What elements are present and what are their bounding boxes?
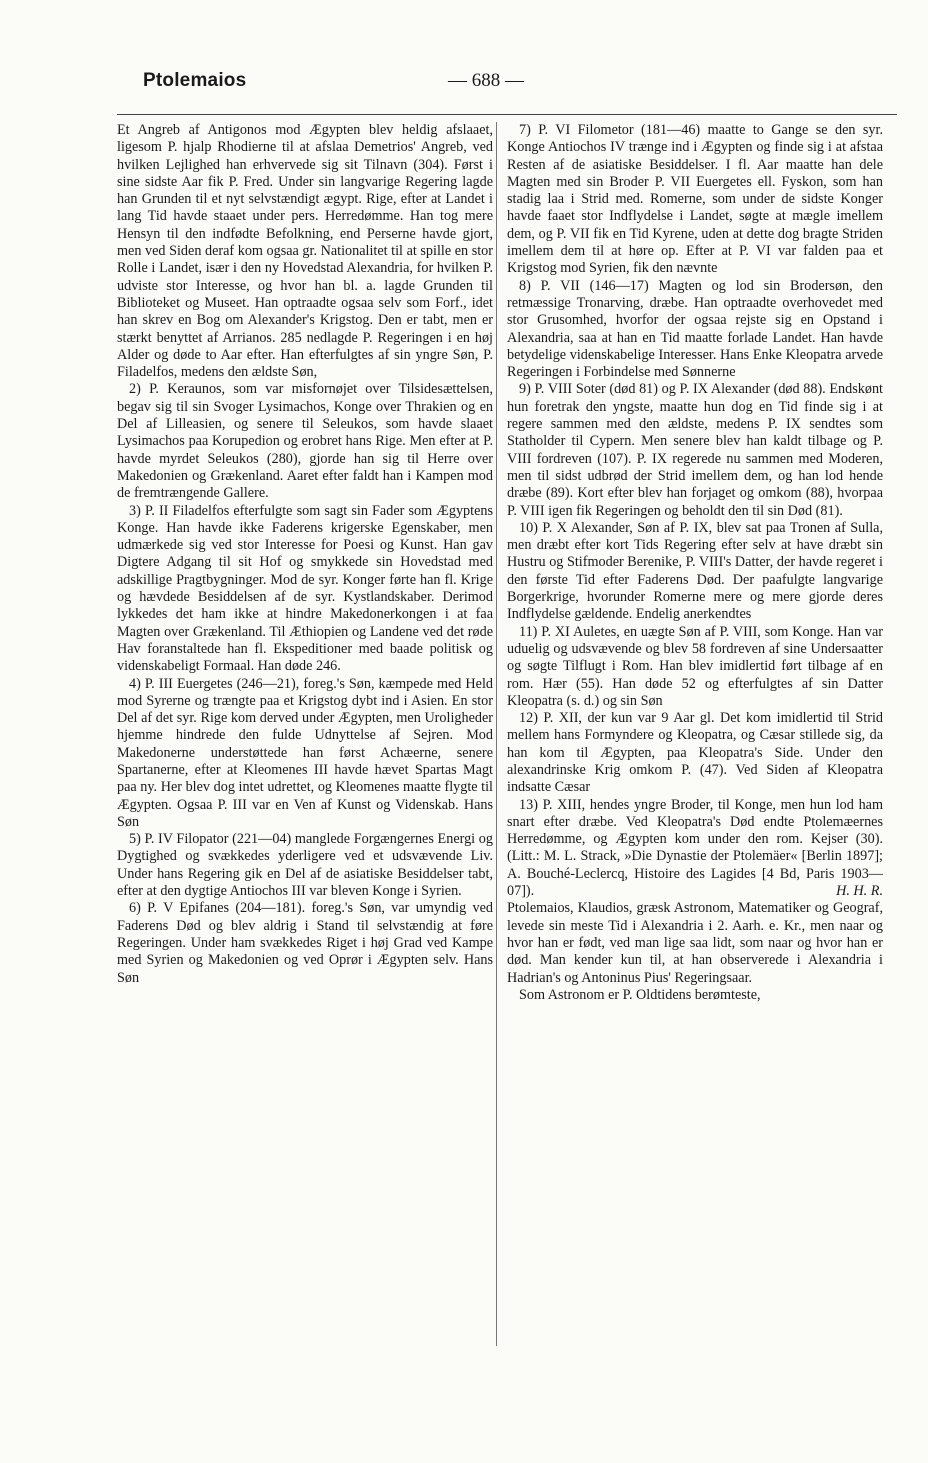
paragraph-klaudios: Ptolemaios, Klaudios, græsk Astronom, Matematiker og Geograf, levede sin meste Tid i Alexandria i 2. Aarh. e. Kr., men naar og hvor han er født, ved man lige saa lidt, som naar og hvor han er død. Man kender kun til, at han observerede i Alexandria i Hadrian's og Antoninus Pius' Regeringsaar. [507, 900, 883, 986]
header-rule [117, 114, 897, 115]
paragraph-soter-alexander: 9) P. VIII Soter (død 81) og P. IX Alexander (død 88). Endskønt hun foretrak den yngste, maatte hun dog en Tid finde sig i at regere sammen med den ældste, medens P. IX sendtes som Statholder til Cypern. Men senere blev han kaldt tilbage og P. VIII fordreven (107). P. IX regerede nu sammen med Moderen, men til sidst udbrød der Strid imellem dem, og han lod hende dræbe (89). Kort efter blev han forjaget og omkom (88), hvorpaa P. VIII igen fik Regeringen og beholdt den til sin Død (81). [507, 381, 883, 519]
paragraph-intro: Et Angreb af Antigonos mod Ægypten blev heldig afslaaet, ligesom P. hjalp Rhodierne til at afslaa Demetrios' Angreb, ved hvilken Lejlighed han erhvervede sig sit Tilnavn (304). Først i sine sidste Aar fik P. Fred. Under sin langvarige Regering lagde han Grunden til et nyt selvstændigt ægypt. Rige, efter at Landet i lang Tid havde staaet under pers. Herredømme. Han tog mere Hensyn til den indfødte Befolkning, end Perserne havde gjort, men ved Siden deraf kom ogsaa gr. Nationalitet til at spille en stor Rolle i Landet, især i den ny Hovedstad Alexandria, for hvilken P. udviste stor Interesse, og hvor han bl. a. lagde Grunden til Biblioteket og Museet. Han optraadte ogsaa selv som Forf., idet han skrev en Bog om Alexander's Krigstog. Den er tabt, men er stærkt benyttet af Arrianos. 285 nedlagde P. Regeringen i en høj Alder og døde to Aar efter. Han efterfulgtes af sin yngre Søn, P. Filadelfos, medens den ældste Søn, [117, 122, 493, 381]
paragraph-euergetes: 4) P. III Euergetes (246—21), foreg.'s Søn, kæmpede med Held mod Syrerne og trængte paa et Krigstog dybt ind i Asien. En stor Del af det syr. Rige kom derved under Ægypten, men Uroligheder hjemme hindrede den fulde Udnyttelse af Sejren. Mod Makedonerne understøttede han først Achæerne, senere Spartanerne, efter at Kleomenes III havde hævet Spartas Magt paa ny. Her blev dog intet udrettet, og Kleomenes maatte flygte til Ægypten. Ogsaa P. III var en Ven af Kunst og Videnskab. Hans Søn [117, 675, 493, 830]
paragraph-keraunos: 2) P. Keraunos, som var misfornøjet over Tilsidesættelsen, begav sig til sin Svoger Lysimachos, Konge over Thrakien og en Del af Lilleasien, og senere til Seleukos, som havde slaaet Lysimachos paa Korupedion og erobret hans Rige. Men efter at P. havde myrdet Seleukos (280), gjorde han sig til Herre over Makedonien og Grækenland. Aaret efter faldt han i Kampen mod de fremtrængende Gallere. [117, 381, 493, 502]
paragraph-filopator: 5) P. IV Filopator (221—04) manglede Forgængernes Energi og Dygtighed og svækkedes yderligere ved et udsvævende Liv. Under hans Regering gik en Del af de asiatiske Besiddelser tabt, efter at den dygtige Antiochos III var bleven Konge i Syrien. [117, 831, 493, 900]
right-column [507, 122, 883, 1004]
paragraph-auletes: 11) P. XI Auletes, en uægte Søn af P. VIII, som Konge. Han var uduelig og udsvævende og blev 58 fordreven af sine Undersaatter og søgte Tilflugt i Rom. Han blev imidlertid ført tilbage af en rom. Hær (55). Han døde 52 og efterfulgtes af sin Datter Kleopatra (s. d.) og sin Søn [507, 623, 883, 709]
author-signature: H. H. R. [836, 883, 883, 900]
left-column [117, 122, 493, 987]
page-number: — 688 — [448, 70, 524, 91]
p-xiii-text: 13) P. XIII, hendes yngre Broder, til Konge, men hun lod ham snart efter dræbe. Ved Kleopatra's Død endte Ptolemæernes Herredømme, og Ægypten kom under den rom. Kejser (30). (Litt.: M. L. Strack, »Die Dynastie der Ptolemäer« [Berlin 1897]; A. Bouché-Leclercq, Histoire des Lagides [4 Bd, Paris 1903—07]). [507, 796, 883, 900]
paragraph-p-x-alexander: 10) P. X Alexander, Søn af P. IX, blev sat paa Tronen af Sulla, men dræbt efter kort Tids Regering efter selv at have dræbt sin Hustru og Stifmoder Berenike, P. VIII's Datter, der havde regeret i den første Tid efter Faderens Død. Der paafulgte langvarige Borgerkrige, hvorunder Romerne mere og mere gjorde deres Indflydelse gældende. Endelig anerkendtes [507, 519, 883, 623]
paragraph-filometor: 7) P. VI Filometor (181—46) maatte to Gange se den syr. Konge Antiochos IV trænge ind i Ægypten og finde sig i at afstaa Resten af de asiatiske Besiddelser. I fl. Aar maatte han dele Magten med sin Broder P. VII Euergetes ell. Fyskon, som han stadig laa i Strid med. Romerne, som under de sidste Konger havde faaet stor Indflydelse i Landet, søgte at mægle imellem dem, og P. VII fik en Tid Kyrene, uden at dette dog bragte Striden imellem dem til at høre op. Efter at P. VI var falden paa et Krigstog mod Syrien, fik den nævnte [507, 122, 883, 277]
paragraph-p-vii: 8) P. VII (146—17) Magten og lod sin Brodersøn, den retmæssige Tronarving, dræbe. Han optraadte overhovedet med stor Grusomhed, hvorfor der ogsaa rejste sig en Opstand i Alexandria, saa at han en Tid maatte forlade Landet. Han havde betydelige videnskabelige Interesser. Hans Enke Kleopatra arvede Regeringen i Forbindelse med Sønnerne [507, 277, 883, 381]
column-divider [496, 122, 497, 1346]
paragraph-p-xiii [507, 797, 883, 901]
paragraph-filadelfos: 3) P. II Filadelfos efterfulgte som sagt sin Fader som Ægyptens Konge. Han havde ikke Faderens krigerske Egenskaber, men udmærkede sig ved stor Interesse for Poesi og Kunst. Han gav Digtere Adgang til sit Hof og smykkede sin Hovedstad med adskillige Pragtbygninger. Mod de syr. Konger førte han fl. Krige og hævdede Besiddelsen af de syr. Kystlandskaber. Derimod lykkedes det ham ikke at hindre Makedonerkongen i at faa Magten over Grækenland. Til Æthiopien og Landene ved det røde Hav foranstaltede han fl. Ekspeditioner med baade politisk og videnskabeligt Formaal. Han døde 246. [117, 502, 493, 675]
paragraph-epifanes: 6) P. V Epifanes (204—181). foreg.'s Søn, var umyndig ved Faderens Død og blev aldrig i Stand til selvstændig at føre Regeringen. Under ham svækkedes Riget i høj Grad ved Kampe med Syrien og Makedonien og ved Oprør i Ægypten selv. Hans Søn [117, 900, 493, 986]
page-header [0, 0, 928, 110]
running-head-title: Ptolemaios [143, 70, 247, 91]
paragraph-p-xii: 12) P. XII, der kun var 9 Aar gl. Det kom imidlertid til Strid mellem hans Formyndere og Kleopatra, og Cæsar stillede sig, da han kom til Ægypten, paa Kleopatra's Side. Under den alexandrinske Krig omkom P. (47). Ved Siden af Kleopatra indsatte Cæsar [507, 710, 883, 796]
paragraph-astronom: Som Astronom er P. Oldtidens berømteste, [519, 986, 761, 1003]
